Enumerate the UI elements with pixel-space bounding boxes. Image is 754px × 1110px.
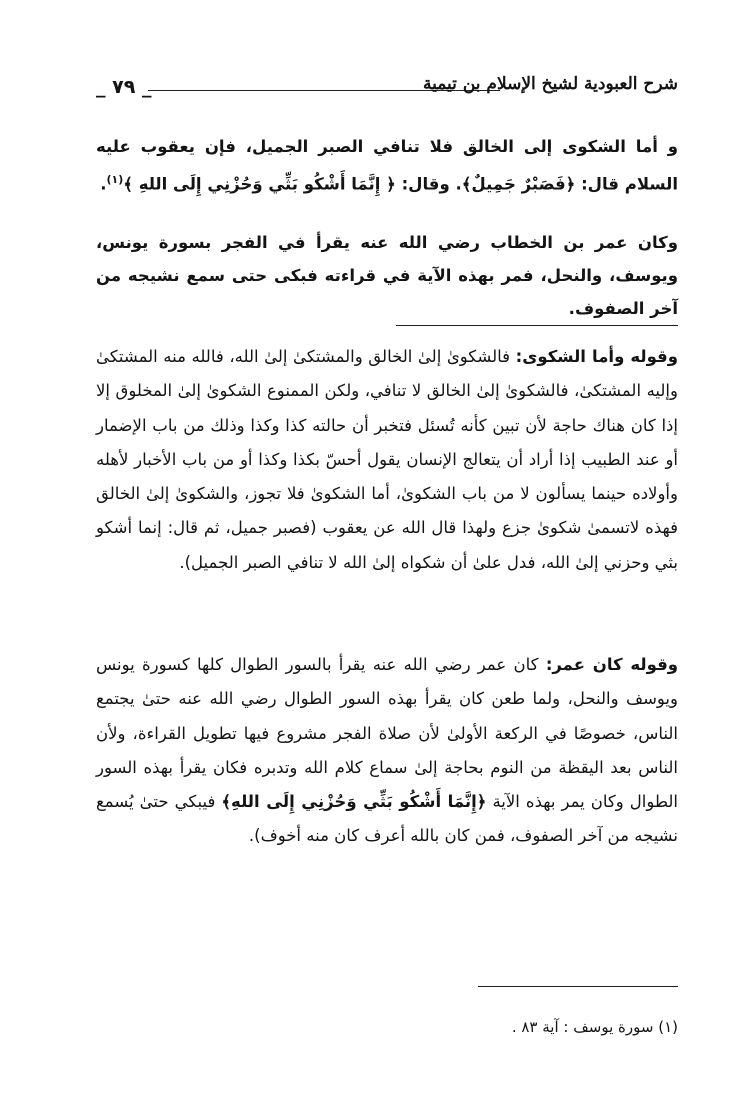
page-header bbox=[96, 74, 678, 104]
source-text-paragraph-2: وكان عمر بن الخطاب رضي الله عنه يقرأ في الفجر بسورة يونس، ويوسف، والنحل، فمر بهذه الآية في قراءته فبكى حتى سمع نشيجه من آخر الصفوف. bbox=[96, 233, 678, 318]
commentary-lead: وقوله كان عمر: bbox=[545, 655, 679, 674]
running-title: شرح العبودية لشيخ الإسلام بن تيمية bbox=[422, 74, 678, 94]
commentary-paragraph-1 bbox=[96, 340, 678, 580]
commentary-text: فيبكي حتىٰ يُسمع نشيجه من آخر الصفوف، فمن كان بالله أعرف كان منه أخوف). bbox=[96, 792, 678, 846]
quran-quote: ﴿إِنَّمَا أَشْكُو بَثِّي وَحُزْنِي إِلَى اللهِ﴾ bbox=[221, 792, 487, 812]
commentary-text: فالشكوىٰ إلىٰ الخالق والمشتكىٰ إلىٰ الله، فالله منه المشتكىٰ وإليه المشتكىٰ، فالشكوىٰ إلىٰ الخالق لا تنافي، ولكن الممنوع الشكوىٰ إلىٰ المخلوق إلا إذا كان هناك حاجة لأن تبين كأنه تُسئل فتخبر أن حالته كذا وكذا وذلك من باب الإضمار أو عند الطبيب إذا أراد أن يتعالج الإنسان يقول أحسّ بكذا وكذا أو من باب الأخبار لأهله وأولاده حينما يسألون لا من باب الشكوىٰ، أما الشكوىٰ فلا تجوز، والشكوىٰ إلىٰ الخالق فهذه لاتسمىٰ شكوىٰ جزع ولهذا قال الله عن يعقوب (فصبر جميل، ثم قال: إنما أشكو بثي وحزني إلىٰ الله، فدل علىٰ أن شكواه إلىٰ الله لا تنافي الصبر الجميل). bbox=[96, 347, 678, 572]
commentary-paragraph-2 bbox=[96, 648, 678, 854]
commentary-text: كان عمر رضي الله عنه يقرأ بالسور الطوال كلها كسورة يونس ويوسف والنحل، ولما طعن كان يقرأ بهذه السور الطوال رضي الله عنه حتىٰ يجتمع الناس، خصوصًا في الركعة الأولىٰ لأن صلاة الفجر مشروع فيها تطويل القراءة، ولأن الناس بعد اليقظة من النوم بحاجة إلىٰ سماع كلام الله وتدبره فكان يقرأ بهذه السور الطوال وكان يمر بهذه الآية bbox=[96, 655, 678, 812]
quran-quote: ﴿ إِنَّمَا أَشْكُو بَثِّي وَحُزْنِي إِلَى اللهِ ﴾ bbox=[123, 174, 396, 194]
section-divider bbox=[396, 325, 678, 326]
footnote-divider bbox=[478, 986, 678, 987]
quran-quote: ﴿فَصَبْرٌ جَمِيلٌ﴾ bbox=[461, 174, 576, 194]
page-number: _ ٧٩ _ bbox=[96, 76, 152, 98]
footnote: (١) سورة يوسف : آية ٨٣ . bbox=[511, 1018, 678, 1036]
footnote-reference: (١) bbox=[106, 173, 124, 186]
source-text-part: . bbox=[100, 174, 107, 194]
source-text-part: . وقال: bbox=[395, 174, 462, 194]
source-text-part: و أما الشكوى إلى الخالق فلا تنافي الصبر الجميل، فإن يعقوب عليه السلام قال: bbox=[96, 137, 678, 194]
commentary-lead: وقوله وأما الشكوى: bbox=[515, 347, 678, 366]
source-text-paragraph-1 bbox=[96, 130, 678, 201]
